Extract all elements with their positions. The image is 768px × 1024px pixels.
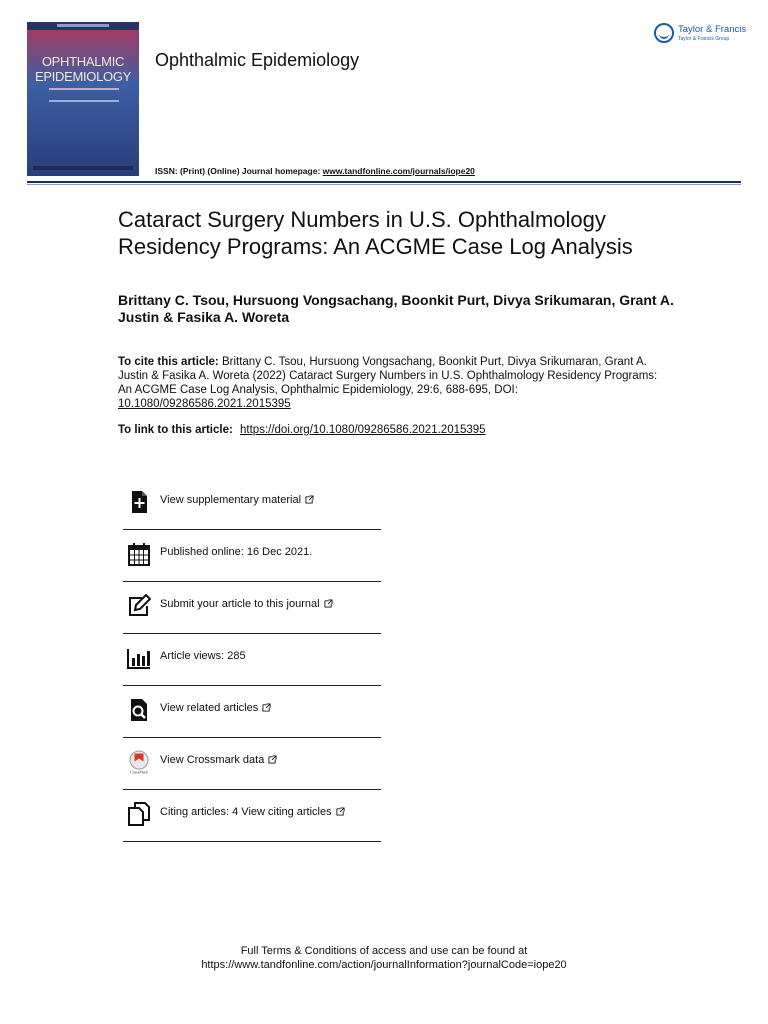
menu-item-label: Submit your article to this journal — [160, 598, 333, 610]
menu-item-label: Article views: 285 — [160, 650, 246, 662]
article-doi-link[interactable]: https://doi.org/10.1080/09286586.2021.2015395 — [240, 424, 486, 436]
submit-article-link[interactable] — [123, 582, 381, 634]
taylor-francis-logo-icon — [654, 23, 674, 43]
citation-block — [118, 355, 658, 411]
journal-name: Ophthalmic Epidemiology — [155, 50, 360, 70]
edit-icon — [127, 594, 151, 618]
footer-terms-link[interactable]: https://www.tandfonline.com/action/journalInformation?journalCode=iope20 — [201, 959, 567, 971]
view-citing-articles-link[interactable] — [123, 790, 381, 842]
article-authors: Brittany C. Tsou, Hursuong Vongsachang, Boonkit Purt, Divya Srikumaran, Grant A. Justin & Fasika A. Woreta — [118, 292, 674, 325]
article-actions-list — [123, 478, 381, 842]
publisher-subname: Taylor & Francis Group — [678, 36, 730, 42]
terms-footer — [0, 944, 768, 972]
article-link-line — [118, 424, 486, 436]
cover-decoration — [49, 88, 119, 102]
publisher-name: Taylor & Francis — [678, 24, 747, 35]
cover-footer-band — [33, 166, 133, 170]
search-document-icon — [127, 698, 151, 722]
publisher-logo[interactable] — [654, 22, 746, 48]
cite-label: To cite this article: — [118, 356, 219, 368]
cite-text: Brittany C. Tsou, Hursuong Vongsachang, Boonkit Purt, Divya Srikumaran, Grant A. Justin & Fasika A. Woreta (2022) Cataract Surgery Numbers in U.S. Ophthalmology Residency Programs: An ACGME Case Log Analysis, Ophthalmic Epidemiology, 29:6, 688-695, DOI: — [118, 356, 658, 396]
link-label: To link to this article: — [118, 424, 233, 436]
menu-item-label: View supplementary material — [160, 494, 314, 506]
footer-line1: Full Terms & Conditions of access and use can be found at — [240, 945, 528, 957]
cite-doi-link[interactable]: 10.1080/09286586.2021.2015395 — [118, 398, 291, 410]
cover-title-line2: EPIDEMIOLOGY — [34, 69, 132, 84]
external-link-icon — [336, 807, 345, 816]
file-plus-icon — [127, 490, 151, 514]
view-supplementary-material-link[interactable] — [123, 478, 381, 530]
journal-cover-image — [27, 22, 139, 176]
crossmark-icon — [127, 750, 151, 774]
bar-chart-icon — [127, 646, 151, 670]
article-views-count — [123, 634, 381, 686]
menu-item-label: Published online: 16 Dec 2021. — [160, 546, 313, 558]
menu-item-label: Citing articles: 4 View citing articles — [160, 806, 345, 818]
view-related-articles-link[interactable] — [123, 686, 381, 738]
header-divider — [27, 181, 741, 183]
journal-homepage-link[interactable]: www.tandfonline.com/journals/iope20 — [322, 166, 475, 176]
published-online-date — [123, 530, 381, 582]
menu-item-label: View related articles — [160, 702, 271, 714]
external-link-icon — [305, 495, 314, 504]
menu-item-label: View Crossmark data — [160, 754, 277, 766]
citing-articles-icon — [127, 802, 151, 826]
external-link-icon — [324, 599, 333, 608]
calendar-icon — [127, 542, 151, 566]
external-link-icon — [268, 755, 277, 764]
article-title: Cataract Surgery Numbers in U.S. Ophthalmology Residency Programs: An ACGME Case Log Analysis — [118, 207, 633, 259]
issn-line — [155, 166, 475, 176]
cover-title-line1: OPHTHALMIC — [41, 54, 125, 69]
issn-label: ISSN: (Print) (Online) Journal homepage: — [155, 166, 321, 176]
svg-text:CrossMark: CrossMark — [130, 769, 148, 774]
cover-top-band — [27, 22, 139, 30]
header-divider-thin — [27, 184, 741, 185]
external-link-icon — [262, 703, 271, 712]
view-crossmark-link[interactable] — [123, 738, 381, 790]
